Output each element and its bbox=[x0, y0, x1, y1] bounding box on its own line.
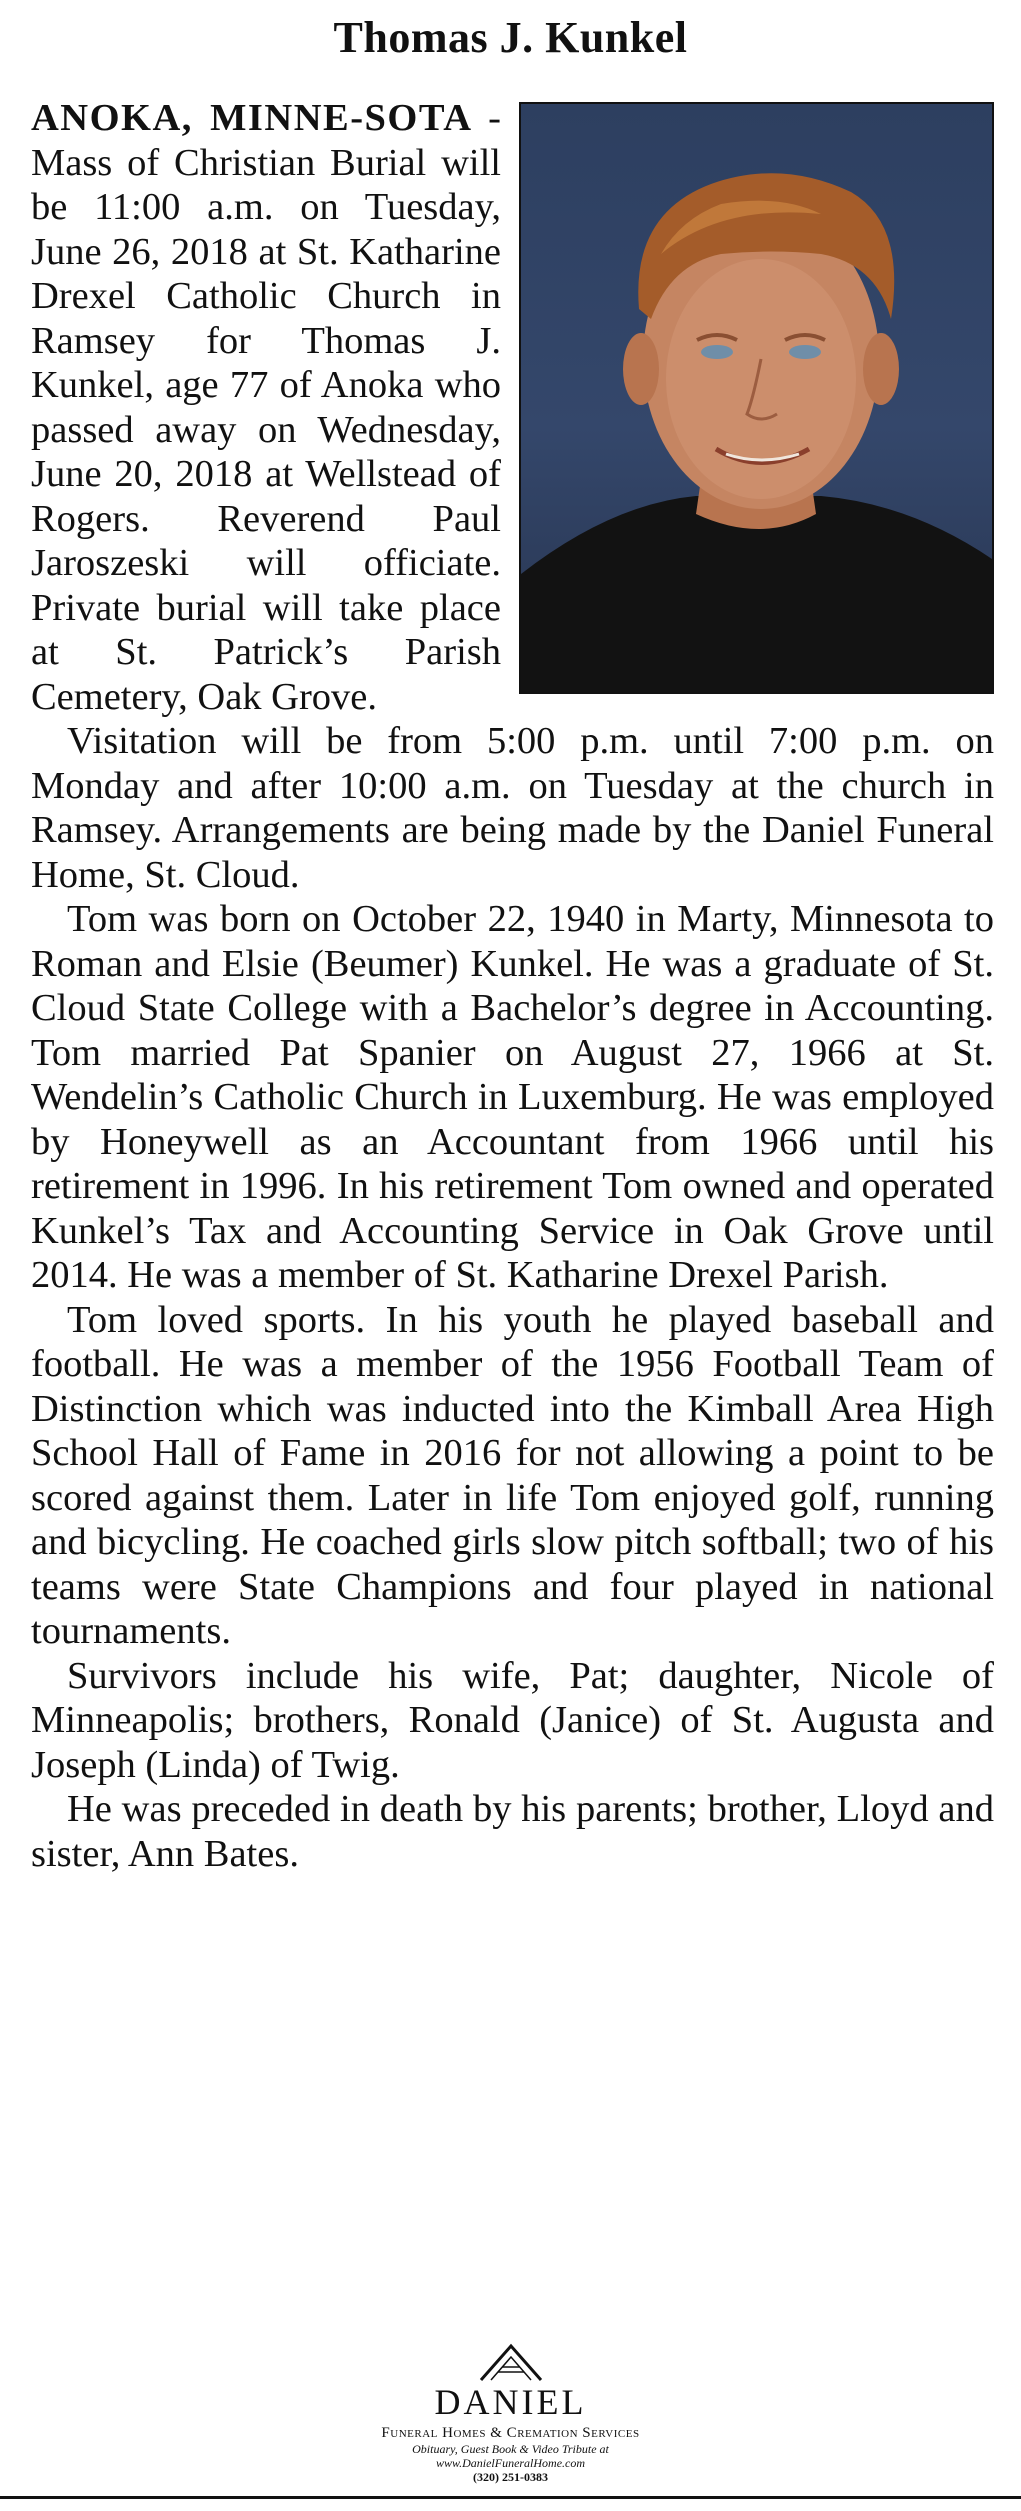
paragraph-4: Tom loved sports. In his youth he played baseball and football. He was a member of the 1956 Football Team of Distinction which was inducted into the Kimball Area High School Hall of Fame in 2016 for not allowing a point to be scored against them. Later in life Tom enjoyed golf, running and bicycling. He coached girls slow pitch softball; two of his teams were State Champions and four played in national tournaments. bbox=[31, 1298, 994, 1652]
obituary-body bbox=[31, 96, 994, 1876]
paragraph-6: He was preceded in death by his parents; brother, Lloyd and sister, Ann Bates. bbox=[31, 1788, 994, 1875]
funeral-home-subtitle: Funeral Homes & Cremation Services bbox=[381, 2425, 640, 2441]
bottom-divider bbox=[0, 2496, 1021, 2499]
dateline: ANOKA, MINNE-SOTA bbox=[31, 97, 473, 139]
paragraph-1-text: - Mass of Christian Burial will be 11:00 a.m. on Tuesday, June 26, 2018 at St. Katharine Drexel Catholic Church in Ramsey for Thomas J. Kunkel, age 77 of Anoka who passed away on Wednesday, June 20, 2018 at Wellstead of Rogers. Reverend Paul Jaroszeski will officiate. Private burial will take place at St. Patrick’s Parish Cemetery, Oak Grove. bbox=[31, 97, 502, 718]
website: www.DanielFuneralHome.com bbox=[435, 2456, 586, 2470]
tribute-line: Obituary, Guest Book & Video Tribute at bbox=[412, 2442, 609, 2456]
funeral-home-logo bbox=[0, 2342, 1021, 2485]
portrait-photo bbox=[519, 102, 994, 694]
paragraph-2: Visitation will be from 5:00 p.m. until 7:00 p.m. on Monday and after 10:00 a.m. on Tuesday at the church in Ramsey. Arrangements are being made by the Daniel Funeral Home, St. Cloud. bbox=[31, 720, 994, 896]
paragraph-5: Survivors include his wife, Pat; daughter, Nicole of Minneapolis; brothers, Ronald (Janice) of St. Augusta and Joseph (Linda) of Twig. bbox=[31, 1654, 994, 1786]
portrait-illustration bbox=[521, 104, 992, 692]
house-roof-logo-icon bbox=[476, 2342, 546, 2382]
phone-number: (320) 251-0383 bbox=[473, 2470, 548, 2484]
funeral-home-name: DANIEL bbox=[434, 2382, 587, 2422]
paragraph-3: Tom was born on October 22, 1940 in Marty, Minnesota to Roman and Elsie (Beumer) Kunkel. He was a graduate of St. Cloud State College with a Bachelor’s degree in Accounting. Tom married Pat Spanier on August 27, 1966 at St. Wendelin’s Catholic Church in Luxemburg. He was employed by Honeywell as an Accountant from 1966 until his retirement in 1996. In his retirement Tom owned and operated Kunkel’s Tax and Accounting Service in Oak Grove until 2014. He was a member of St. Katharine Drexel Parish. bbox=[31, 898, 994, 1296]
obituary-title: Thomas J. Kunkel bbox=[333, 13, 688, 62]
